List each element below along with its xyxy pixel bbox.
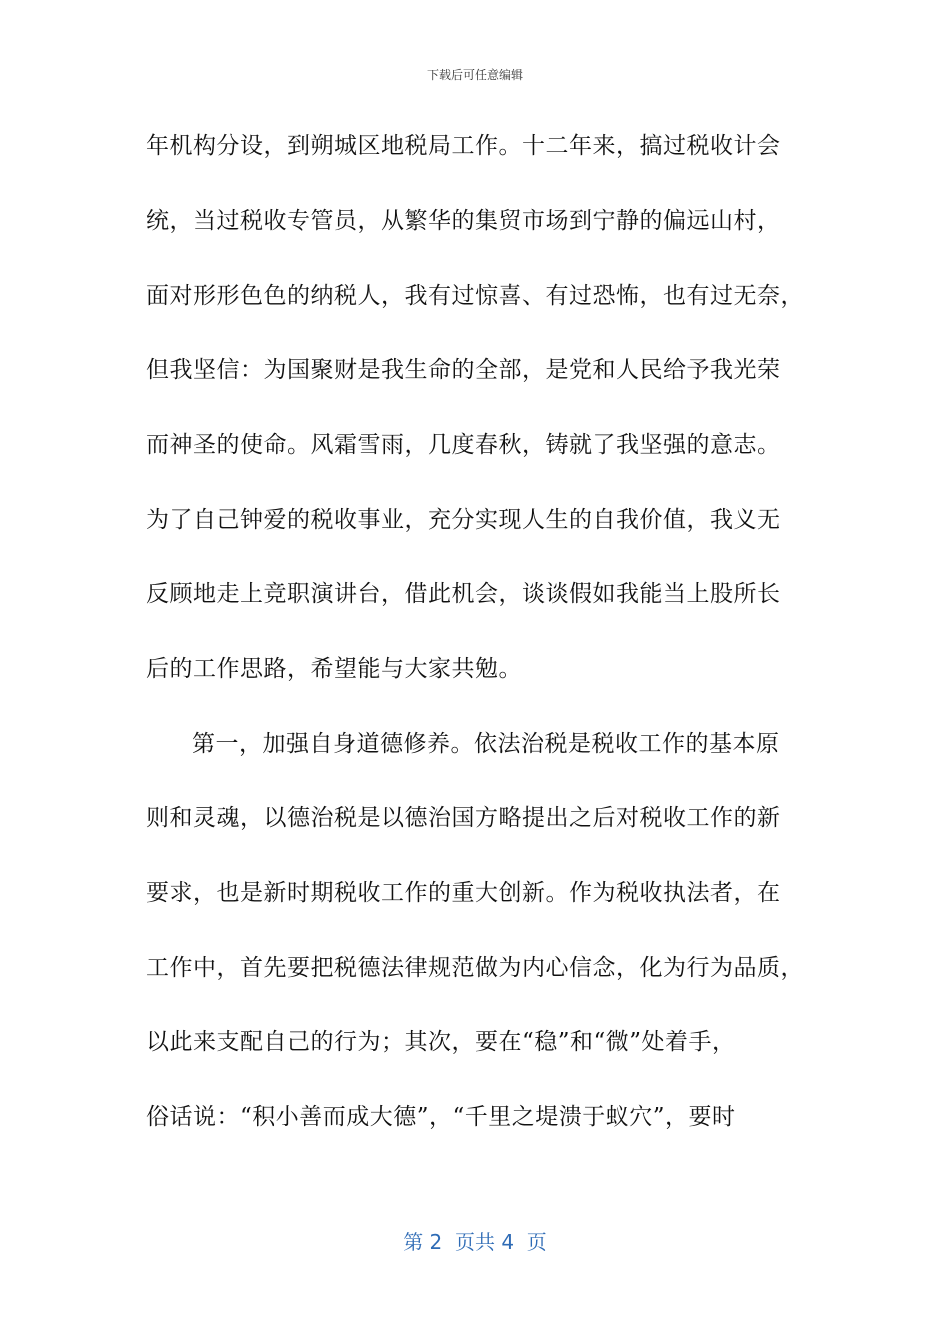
body-line: 但我坚信：为国聚财是我生命的全部，是党和人民给予我光荣: [146, 357, 781, 383]
body-line: 俗话说：“积小善而成大德”，“千里之堤溃于蚁穴”，要时: [146, 1104, 736, 1130]
body-line: 要求，也是新时期税收工作的重大创新。作为税收执法者，在: [146, 880, 781, 906]
body-line: 年机构分设，到朔城区地税局工作。十二年来，搞过税收计会: [146, 133, 781, 159]
page-footer: [0, 1226, 950, 1255]
body-line: 统，当过税收专管员，从繁华的集贸市场到宁静的偏远山村，: [146, 208, 781, 234]
body-line: 以此来支配自己的行为；其次，要在“稳”和“微”处着手，: [146, 1029, 736, 1055]
paragraph-first-line: 第一，加强自身道德修养。依法治税是税收工作的基本原: [192, 731, 780, 757]
body-line: 则和灵魂，以德治税是以德治国方略提出之后对税收工作的新: [146, 805, 781, 831]
body-line: 反顾地走上竞职演讲台，借此机会，谈谈假如我能当上股所长: [146, 581, 781, 607]
body-line: 工作中，首先要把税德法律规范做为内心信念，化为行为品质，: [146, 955, 804, 981]
body-line: 为了自己钟爱的税收事业，充分实现人生的自我价值，我义无: [146, 507, 781, 533]
body-line: 而神圣的使命。风霜雪雨，几度春秋，铸就了我坚强的意志。: [146, 432, 781, 458]
body-line: 后的工作思路，希望能与大家共勉。: [146, 656, 522, 682]
page-header: 下载后可任意编辑: [426, 68, 523, 82]
page-number-label: 第 2 页共 4 页: [403, 1230, 547, 1254]
body-line: 面对形形色色的纳税人，我有过惊喜、有过恐怖，也有过无奈，: [146, 283, 804, 309]
